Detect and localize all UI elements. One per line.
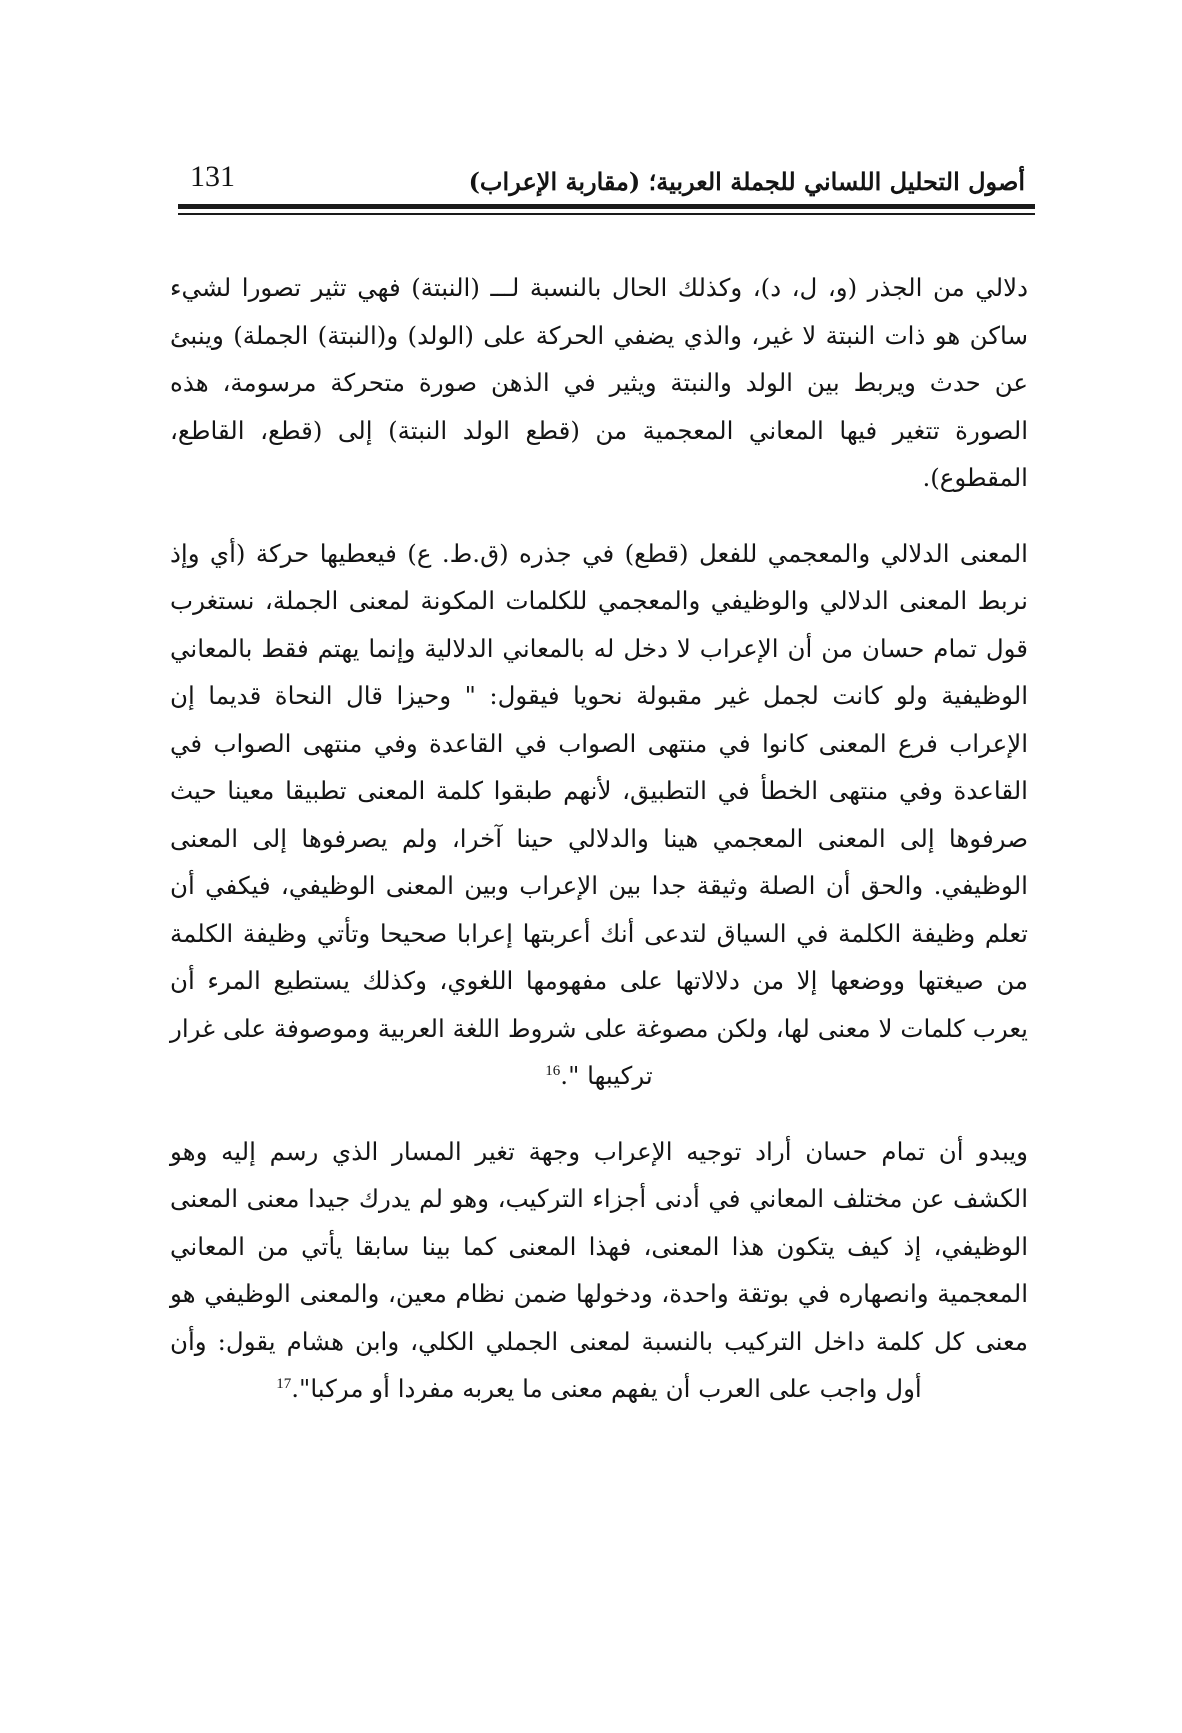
page-number: 131 bbox=[190, 160, 235, 193]
body-text bbox=[170, 264, 1028, 1413]
paragraph-1 bbox=[170, 264, 1028, 502]
header-rule-thick bbox=[178, 204, 1035, 209]
running-header bbox=[190, 150, 1025, 196]
paragraph-3-text: ويبدو أن تمام حسان أراد توجيه الإعراب وجهة تغير المسار الذي رسم إليه وهو الكشف عن مختلف المعاني في أدنى أجزاء التركيب، وهو لم يدرك جيدا معنى المعنى الوظيفي، إذ كيف يتكون هذا المعنى، فهذا المعنى كما بينا سابقا يأتي من المعاني المعجمية وانصهاره في بوتقة واحدة، ودخولها ضمن نظام معين، والمعنى الوظيفي هو معنى كل كلمة داخل التركيب بالنسبة لمعنى الجملي الكلي، وابن هشام يقول: وأن أول واجب على العرب أن يفهم معنى ما يعربه مفردا أو مركبا". bbox=[170, 1136, 1028, 1403]
paragraph-2-text: المعنى الدلالي والمعجمي للفعل (قطع) في جذره (ق.ط. ع) فيعطيها حركة (أي وإذ نربط المعنى الدلالي والوظيفي والمعجمي للكلمات المكونة لمعنى الجملة، نستغرب قول تمام حسان من أن الإعراب لا دخل له بالمعاني الدلالية وإنما يهتم فقط بالمعاني الوظيفية ولو كانت لجمل غير مقبولة نحويا فيقول: " وحيزا قال النحاة قديما إن الإعراب فرع المعنى كانوا في منتهى الصواب في القاعدة وفي منتهى الصواب في القاعدة وفي منتهى الخطأ في التطبيق، لأنهم طبقوا كلمة المعنى تطبيقا معينا حيث صرفوها إلى المعنى المعجمي هينا والدلالي حينا آخرا، ولم يصرفوها إلى المعنى الوظيفي. والحق أن الصلة وثيقة جدا بين الإعراب وبين المعنى الوظيفي، فيكفي أن تعلم وظيفة الكلمة في السياق لتدعى أنك أعربتها إعرابا صحيحا وتأتي وظيفة الكلمة من صيغتها ووضعها إلا من دلالاتها على مفهومها اللغوي، وكذلك يستطيع المرء أن يعرب كلمات لا معنى لها، ولكن مصوغة على شروط اللغة العربية وموصوفة على غرار تركيبها ". bbox=[170, 538, 1028, 1090]
running-header-title: أصول التحليل اللساني للجملة العربية؛ (مقاربة الإعراب) bbox=[468, 167, 1025, 196]
paragraph-1-text: دلالي من الجذر (و، ل، د)، وكذلك الحال بالنسبة لـــ (النبتة) فهي تثير تصورا لشيء ساكن هو ذات النبتة لا غير، والذي يضفي الحركة على (الولد) و(النبتة) الجملة) وينبئ عن حدث ويربط بين الولد والنبتة ويثير في الذهن صورة متحركة مرسومة، هذه الصورة تتغير فيها المعاني المعجمية من (قطع الولد النبتة) إلى (قطع، القاطع، المقطوع). bbox=[170, 273, 1028, 492]
header-rule-thin bbox=[178, 213, 1035, 215]
footnote-marker-16: 16 bbox=[545, 1062, 561, 1079]
paragraph-3 bbox=[170, 1128, 1028, 1413]
footnote-marker-17: 17 bbox=[276, 1375, 292, 1392]
paragraph-2 bbox=[170, 530, 1028, 1100]
